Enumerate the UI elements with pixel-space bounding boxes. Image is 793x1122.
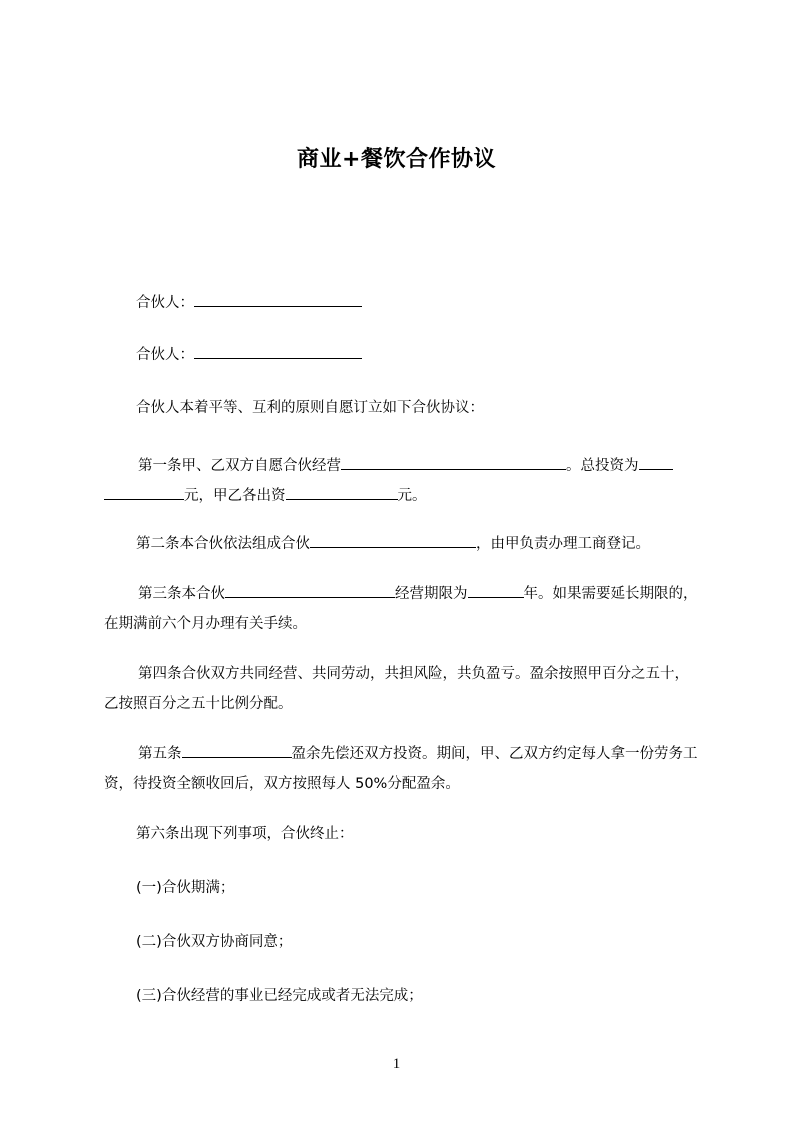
article-1-blank-each — [286, 485, 398, 500]
article-6-item-2: (二)合伙双方协商同意； — [136, 934, 293, 950]
article-1-text-a: 第一条甲、乙双方自愿合伙经营 — [138, 458, 341, 474]
partner-1-line — [136, 292, 362, 313]
article-3-text-b: 经营期限为 — [395, 586, 468, 602]
partner-1-blank — [194, 292, 362, 307]
article-1-text-b: 。总投资为 — [566, 458, 639, 474]
partner-1-label: 合伙人： — [136, 295, 194, 311]
article-2 — [136, 533, 650, 554]
page-number: 1 — [392, 1056, 401, 1072]
article-3-text-a: 第三条本合伙 — [138, 586, 225, 602]
article-1-blank-business — [341, 455, 566, 470]
article-5-blank — [182, 743, 292, 758]
partner-2-line — [136, 344, 362, 365]
article-5-text-b: 盈余先偿还双方投资。期间，甲、乙双方约定每人拿一份劳务工资，待投资全额收回后，双方按照每人 50%分配盈余。 — [104, 746, 698, 792]
article-6-item-3: (三)合伙经营的事业已经完成或者无法完成； — [136, 988, 423, 1004]
article-3 — [104, 579, 700, 639]
partner-2-blank — [194, 344, 362, 359]
document-title: 商业+餐饮合作协议 — [297, 147, 496, 172]
article-1-text-c: 元，甲乙各出资 — [184, 488, 286, 504]
article-1-text-d: 元。 — [397, 488, 427, 504]
article-5 — [104, 739, 700, 799]
article-1 — [104, 451, 700, 511]
article-6: 第六条出现下列事项，合伙终止： — [136, 826, 354, 842]
article-5-text-a: 第五条 — [138, 746, 182, 762]
article-2-blank — [310, 533, 476, 548]
article-1-blank-total-1 — [639, 455, 673, 470]
article-2-text-b: ，由甲负责办理工商登记。 — [476, 536, 650, 552]
article-6-item-1: (一)合伙期满； — [136, 880, 235, 896]
article-2-text-a: 第二条本合伙依法组成合伙 — [136, 536, 310, 552]
article-3-blank-years — [468, 583, 524, 598]
intro-text: 合伙人本着平等、互利的原则自愿订立如下合伙协议： — [136, 400, 484, 416]
article-3-blank-business — [225, 583, 395, 598]
partner-2-label: 合伙人： — [136, 347, 194, 363]
article-3-text-c: 年。如果需要延长期限的，在期满前六个月办理有关手续。 — [104, 586, 698, 632]
article-4: 第四条合伙双方共同经营、共同劳动，共担风险，共负盈亏。盈余按照甲百分之五十，乙按照百分之五十比例分配。 — [104, 666, 689, 712]
article-1-blank-total-2 — [104, 485, 184, 500]
